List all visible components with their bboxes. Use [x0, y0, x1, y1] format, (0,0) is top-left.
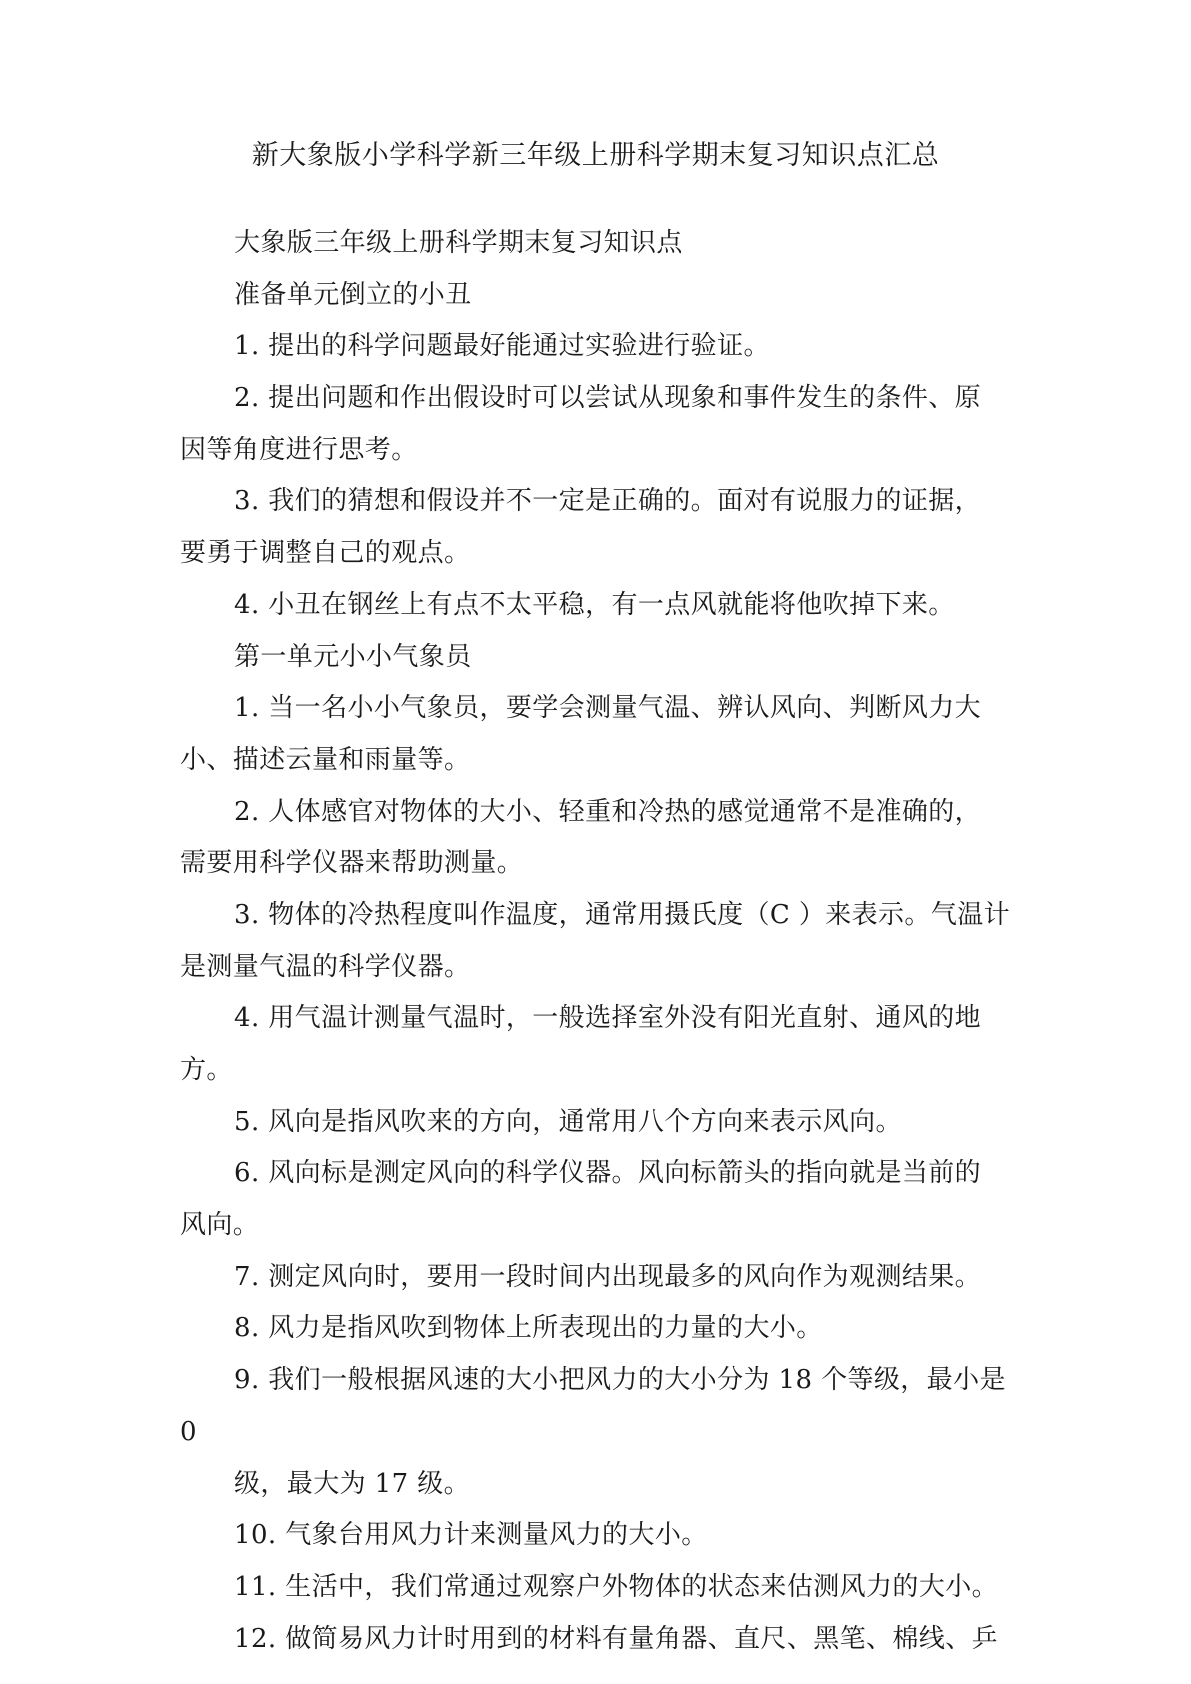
text-line: 准备单元倒立的小丑: [234, 279, 472, 310]
text-line: 7. 测定风向时，要用一段时间内出现最多的风向作为观测结果。: [234, 1261, 982, 1292]
text-line: 要勇于调整自己的观点。: [180, 538, 471, 569]
text-line: 2. 人体感官对物体的大小、轻重和冷热的感觉通常不是准确的，: [234, 796, 982, 827]
text-line: 1. 提出的科学问题最好能通过实验进行验证。: [234, 331, 770, 362]
text-line: 3. 物体的冷热程度叫作温度，通常用摄氏度（C ）来表示。气温计: [234, 899, 1011, 930]
text-line: 9. 我们一般根据风速的大小把风力的大小分为 18 个等级，最小是: [234, 1365, 1006, 1396]
text-line: 5. 风向是指风吹来的方向，通常用八个方向来表示风向。: [234, 1106, 902, 1137]
text-line: 第一单元小小气象员: [234, 641, 472, 672]
text-line: 6. 风向标是测定风向的科学仪器。风向标箭头的指向就是当前的: [234, 1158, 982, 1189]
text-line: 12. 做简易风力计时用到的材料有量角器、直尺、黑笔、棉线、乒: [234, 1623, 999, 1654]
text-line: 需要用科学仪器来帮助测量。: [180, 848, 524, 879]
text-line: 风向。: [180, 1210, 260, 1241]
text-line: 大象版三年级上册科学期末复习知识点: [234, 228, 683, 258]
text-line: 11. 生活中，我们常通过观察户外物体的状态来估测风力的大小。: [234, 1571, 999, 1602]
text-line: 3. 我们的猜想和假设并不一定是正确的。面对有说服力的证据，: [234, 486, 982, 517]
text-line: 4. 用气温计测量气温时，一般选择室外没有阳光直射、通风的地: [234, 1003, 982, 1034]
text-line: 1. 当一名小小气象员，要学会测量气温、辨认风向、判断风力大: [234, 693, 982, 724]
text-line: 0: [180, 1416, 197, 1447]
text-line: 小、描述云量和雨量等。: [180, 744, 471, 775]
text-line: 8. 风力是指风吹到物体上所表现出的力量的大小。: [234, 1313, 823, 1344]
text-line: 是测量气温的科学仪器。: [180, 951, 471, 982]
document-body: [180, 218, 1020, 1665]
text-line: 方。: [180, 1055, 233, 1085]
text-line: 因等角度进行思考。: [180, 434, 418, 465]
text-line: 4. 小丑在钢丝上有点不太平稳，有一点风就能将他吹掉下来。: [234, 589, 955, 620]
text-line: 2. 提出问题和作出假设时可以尝试从现象和事件发生的条件、原: [234, 383, 982, 414]
document-title: 新大象版小学科学新三年级上册科学期末复习知识点汇总: [251, 140, 940, 171]
text-line: 10. 气象台用风力计来测量风力的大小。: [234, 1520, 708, 1551]
text-line: 级，最大为 17 级。: [234, 1468, 471, 1499]
